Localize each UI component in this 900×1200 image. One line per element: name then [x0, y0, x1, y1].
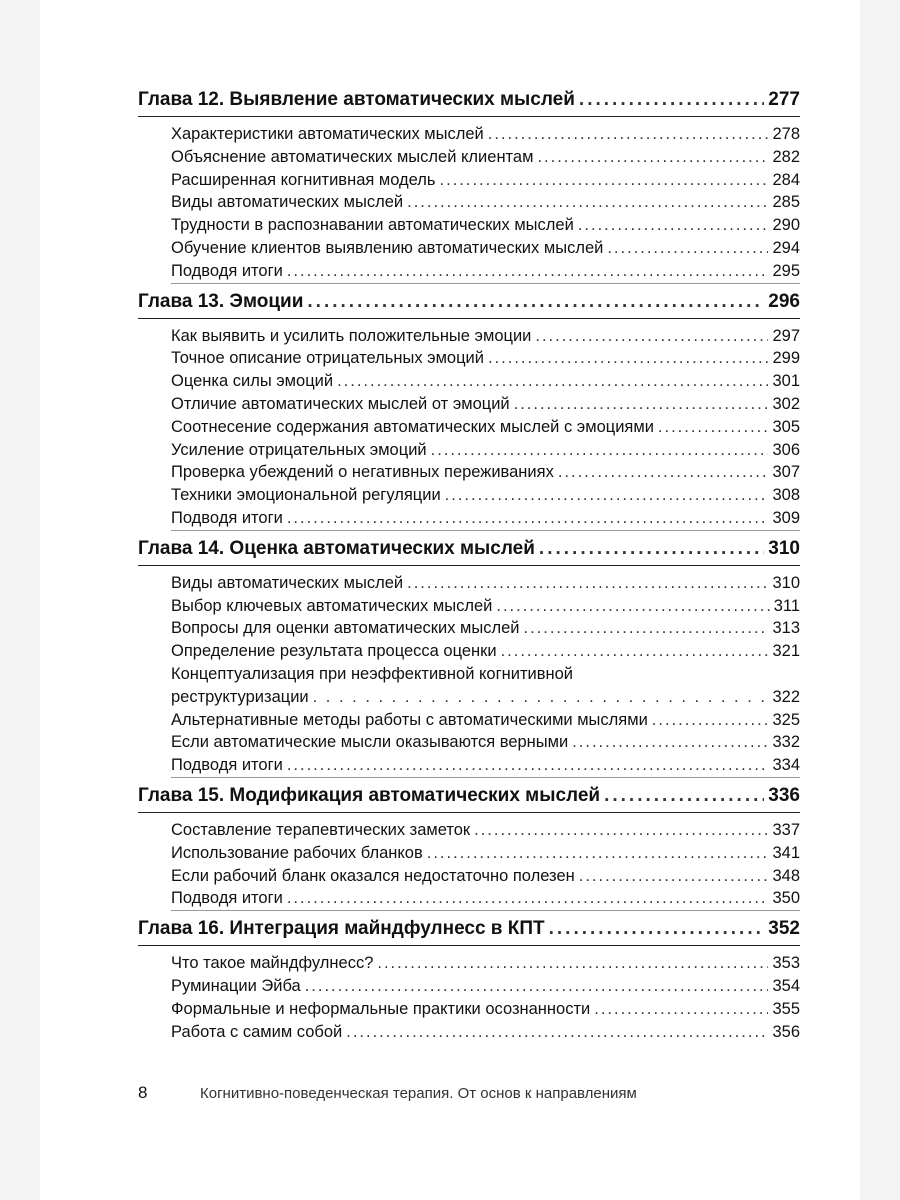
- entry-title: Формальные и неформальные практики осознанности: [171, 999, 591, 1018]
- dot-leader: [549, 917, 765, 941]
- entry-title: Вопросы для оценки автоматических мыслей: [171, 619, 520, 638]
- running-title: Когнитивно-поведенческая терапия. От основ к направлениям: [200, 1085, 637, 1102]
- dot-leader: [572, 731, 768, 754]
- toc-entry: [171, 461, 800, 484]
- entry-page-number: 297: [772, 326, 800, 345]
- dot-leader: [377, 952, 768, 975]
- entry-page-number: 350: [772, 889, 800, 908]
- entry-title: Техники эмоциональной регуляции: [171, 486, 441, 505]
- chapter-page-number: 296: [768, 290, 800, 312]
- dot-leader: [313, 686, 769, 709]
- toc-entry: [171, 169, 800, 192]
- entry-title: Соотнесение содержания автоматических мыслей с эмоциями: [171, 417, 654, 436]
- toc-entry: [171, 146, 800, 169]
- dot-leader: [427, 842, 769, 865]
- dot-leader: [579, 865, 769, 888]
- dot-leader: [440, 169, 769, 192]
- entry-title: Виды автоматических мыслей: [171, 193, 404, 212]
- toc-entry: [171, 237, 800, 260]
- toc-entry: [171, 507, 800, 531]
- dot-leader: [407, 191, 768, 214]
- dot-leader: [652, 709, 769, 732]
- entry-title: Как выявить и усилить положительные эмоции: [171, 326, 532, 345]
- entry-page-number: 355: [772, 999, 800, 1018]
- chapter-entries: [138, 819, 800, 911]
- entry-page-number: 337: [772, 820, 800, 839]
- dot-leader: [594, 998, 768, 1021]
- toc-entry: [171, 347, 800, 370]
- toc-entry: [171, 572, 800, 595]
- entry-page-number: 311: [773, 596, 800, 615]
- dot-leader: [535, 325, 768, 348]
- entry-title: Объяснение автоматических мыслей клиентам: [171, 147, 534, 166]
- dot-leader: [307, 290, 764, 314]
- entry-title: Если рабочий бланк оказался недостаточно полезен: [171, 866, 575, 885]
- dot-leader: [287, 887, 769, 910]
- entry-page-number: 284: [772, 170, 800, 189]
- entry-page-number: 306: [772, 440, 800, 459]
- dot-leader: [445, 484, 769, 507]
- chapter-title: Глава 16. Интеграция майндфулнесс в КПТ: [138, 918, 545, 940]
- entry-page-number: 356: [772, 1022, 800, 1041]
- toc-entry: [171, 370, 800, 393]
- entry-page-number: 348: [772, 866, 800, 885]
- entry-page-number: 307: [772, 463, 800, 482]
- entry-page-number: 321: [772, 642, 800, 661]
- table-of-contents: [138, 88, 800, 1049]
- chapter-heading: [138, 290, 800, 319]
- chapter-title: Глава 12. Выявление автоматических мыслей: [138, 89, 575, 110]
- entry-title: Составление терапевтических заметок: [171, 820, 471, 839]
- toc-entry: [171, 325, 800, 348]
- toc-entry: [171, 393, 800, 416]
- entry-page-number: 309: [772, 508, 800, 527]
- chapter-heading: [138, 784, 800, 813]
- entry-title: Обучение клиентов выявлению автоматических мыслей: [171, 238, 604, 257]
- entry-page-number: 305: [772, 417, 800, 436]
- entry-title: Определение результата процесса оценки: [171, 642, 497, 661]
- dot-leader: [537, 146, 768, 169]
- dot-leader: [488, 347, 768, 370]
- entry-title: Если автоматические мысли оказываются верными: [171, 733, 569, 752]
- toc-entry: [171, 191, 800, 214]
- page-number: 8: [138, 1083, 148, 1102]
- dot-leader: [604, 784, 764, 808]
- toc-entry: [171, 1021, 800, 1044]
- book-page: [40, 0, 860, 1200]
- entry-title: Точное описание отрицательных эмоций: [171, 349, 484, 368]
- dot-leader: [578, 214, 769, 237]
- toc-entry: [171, 998, 800, 1021]
- toc-entry: [171, 754, 800, 778]
- toc-entry: [171, 484, 800, 507]
- entry-title: Подводя итоги: [171, 508, 283, 527]
- toc-entry: [171, 731, 800, 754]
- dot-leader: [496, 595, 769, 618]
- toc-entry: [171, 123, 800, 146]
- entry-page-number: 310: [772, 573, 800, 592]
- entry-page-number: 353: [772, 954, 800, 973]
- entry-title: Выбор ключевых автоматических мыслей: [171, 596, 493, 615]
- chapter-page-number: 352: [768, 918, 800, 940]
- toc-entry: [171, 260, 800, 284]
- entry-title: Подводя итоги: [171, 261, 283, 280]
- entry-title: Характеристики автоматических мыслей: [171, 125, 484, 143]
- chapter-block: [138, 784, 800, 911]
- entry-page-number: 313: [772, 619, 800, 638]
- entry-page-number: 290: [772, 216, 800, 235]
- entry-title: Трудности в распознавании автоматических мыслей: [171, 216, 574, 235]
- entry-page-number: 322: [772, 687, 800, 706]
- entry-title: Отличие автоматических мыслей от эмоций: [171, 394, 510, 413]
- entry-page-number: 354: [772, 976, 800, 995]
- dot-leader: [607, 237, 768, 260]
- chapter-page-number: 277: [768, 89, 800, 110]
- chapter-entries: [138, 325, 800, 531]
- dot-leader: [501, 640, 769, 663]
- entry-title: Виды автоматических мыслей: [171, 573, 404, 592]
- entry-page-number: 301: [772, 372, 800, 391]
- entry-title: Проверка убеждений о негативных переживаниях: [171, 463, 554, 482]
- toc-entry: [171, 952, 800, 975]
- chapter-entries: [138, 952, 800, 1043]
- entry-page-number: 308: [772, 486, 800, 505]
- dot-leader: [658, 416, 769, 439]
- toc-entry: [171, 214, 800, 237]
- dot-leader: [287, 260, 769, 283]
- entry-title: Использование рабочих бланков: [171, 843, 423, 862]
- entry-page-number: 341: [772, 843, 800, 862]
- toc-entry: [171, 663, 800, 709]
- toc-entry: [171, 640, 800, 663]
- entry-page-number: 332: [772, 733, 800, 752]
- dot-leader: [287, 507, 769, 530]
- dot-leader: [337, 370, 768, 393]
- toc-entry: [171, 709, 800, 732]
- entry-title-continued: реструктуризации: [171, 687, 309, 706]
- chapter-title: Глава 15. Модификация автоматических мыслей: [138, 784, 601, 806]
- entry-title: Концептуализация при неэффективной когнитивной: [171, 664, 573, 683]
- toc-entry: [171, 887, 800, 911]
- dot-leader: [539, 537, 764, 561]
- entry-title: Работа с самим собой: [171, 1022, 343, 1041]
- entry-title: Подводя итоги: [171, 889, 283, 908]
- chapter-block: [138, 290, 800, 531]
- entry-page-number: 302: [772, 394, 800, 413]
- chapter-entries: [138, 123, 800, 284]
- chapter-block: [138, 917, 800, 1043]
- chapter-entries: [138, 572, 800, 778]
- dot-leader: [488, 123, 769, 146]
- entry-title: Руминации Эйба: [171, 976, 301, 995]
- chapter-page-number: 336: [768, 784, 800, 806]
- toc-entry: [171, 819, 800, 842]
- entry-page-number: 325: [772, 710, 800, 729]
- dot-leader: [514, 393, 769, 416]
- chapter-block: [138, 537, 800, 778]
- chapter-title: Глава 13. Эмоции: [138, 290, 304, 312]
- toc-entry: [171, 865, 800, 888]
- entry-title: Альтернативные методы работы с автоматическими мыслями: [171, 710, 648, 729]
- chapter-heading: [138, 917, 800, 946]
- dot-leader: [524, 617, 769, 640]
- entry-title: Расширенная когнитивная модель: [171, 170, 436, 189]
- entry-page-number: 334: [772, 756, 800, 775]
- entry-title: Что такое майндфулнесс?: [171, 954, 374, 973]
- toc-entry: [171, 416, 800, 439]
- dot-leader: [305, 975, 769, 998]
- dot-leader: [346, 1021, 768, 1044]
- entry-page-number: 278: [772, 125, 800, 143]
- dot-leader: [407, 572, 768, 595]
- entry-page-number: 282: [772, 147, 800, 166]
- toc-entry: [171, 439, 800, 462]
- entry-page-number: 299: [772, 349, 800, 368]
- page-footer: [138, 1083, 838, 1103]
- chapter-block: [138, 88, 800, 284]
- dot-leader: [287, 754, 769, 777]
- chapter-heading: [138, 537, 800, 566]
- entry-page-number: 295: [772, 261, 800, 280]
- toc-entry: [171, 842, 800, 865]
- dot-leader: [558, 461, 769, 484]
- dot-leader: [474, 819, 768, 842]
- dot-leader: [431, 439, 769, 462]
- entry-title: Подводя итоги: [171, 756, 283, 775]
- entry-title: Оценка силы эмоций: [171, 372, 334, 391]
- chapter-page-number: 310: [768, 537, 800, 559]
- chapter-title: Глава 14. Оценка автоматических мыслей: [138, 537, 535, 559]
- chapter-heading: [138, 88, 800, 117]
- toc-entry: [171, 595, 800, 618]
- dot-leader: [579, 88, 764, 112]
- toc-entry: [171, 617, 800, 640]
- entry-page-number: 285: [772, 193, 800, 212]
- toc-entry: [171, 975, 800, 998]
- entry-title: Усиление отрицательных эмоций: [171, 440, 427, 459]
- entry-page-number: 294: [772, 238, 800, 257]
